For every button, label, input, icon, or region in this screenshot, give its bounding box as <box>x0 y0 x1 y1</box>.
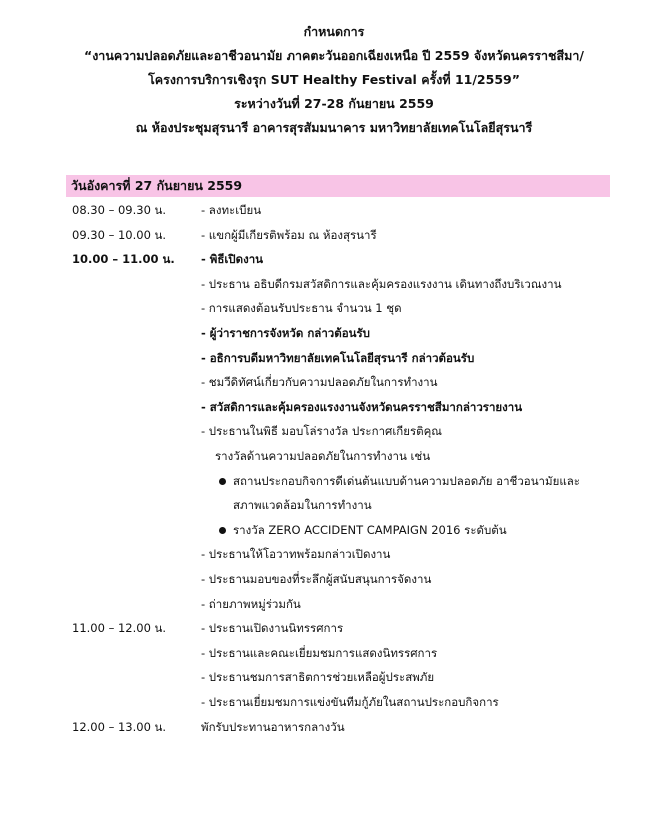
bullet-dot-icon <box>219 527 226 534</box>
agenda-row <box>0 542 668 566</box>
agenda-row <box>0 518 668 542</box>
agenda-item: - ประธานในพิธี มอบโล่รางวัล ประกาศเกียรติคุณ <box>201 424 442 439</box>
agenda-row <box>0 247 668 271</box>
agenda-row <box>0 346 668 370</box>
agenda-row <box>0 493 668 517</box>
header-dates: ระหว่างวันที่ 27-28 กันยายน 2559 <box>234 96 434 111</box>
header-event-name-line1: “งานความปลอดภัยและอาชีวอนามัย ภาคตะวันออกเฉียงเหนือ ปี 2559 จังหวัดนครราชสีมา/ <box>83 48 584 63</box>
agenda-row <box>0 592 668 616</box>
agenda-item: - ลงทะเบียน <box>201 203 262 217</box>
agenda-row <box>0 715 668 739</box>
agenda-row <box>0 641 668 665</box>
agenda-item: - ประธานและคณะเยี่ยมชมการแสดงนิทรรศการ <box>201 645 438 660</box>
agenda-item: - ประธานมอบของที่ระลึกผู้สนับสนุนการจัดงาน <box>201 572 432 586</box>
agenda-row <box>0 321 668 345</box>
agenda-item: - แขกผู้มีเกียรติพร้อม ณ ห้องสุรนารี <box>201 227 377 242</box>
agenda-row <box>0 223 668 247</box>
header-title: กำหนดการ <box>303 24 365 39</box>
agenda-item: - สวัสดิการและคุ้มครองแรงงานจังหวัดนครราชสีมากล่าวรายงาน <box>201 399 523 414</box>
agenda-item: - ผู้ว่าราชการจังหวัด กล่าวต้อนรับ <box>201 326 370 340</box>
agenda-row <box>0 395 668 419</box>
agenda-item: - การแสดงต้อนรับประธาน จำนวน 1 ชุด <box>201 301 402 316</box>
award-bullet-continuation: สภาพแวดล้อมในการทำงาน <box>233 498 372 513</box>
agenda-time: 09.30 – 10.00 น. <box>72 227 167 242</box>
agenda-row <box>0 616 668 640</box>
agenda-item: - ถ่ายภาพหมู่ร่วมกัน <box>201 596 301 611</box>
award-bullet-text: สถานประกอบกิจการดีเด่นต้นแบบด้านความปลอดภัย อาชีวอนามัยและ <box>233 473 580 488</box>
agenda-row <box>0 444 668 468</box>
award-bullet-text: รางวัล ZERO ACCIDENT CAMPAIGN 2016 ระดับต้น <box>233 522 507 537</box>
agenda-item: พักรับประทานอาหารกลางวัน <box>201 719 345 734</box>
agenda-row <box>0 690 668 714</box>
agenda-row <box>0 665 668 689</box>
agenda-item-continuation: รางวัลด้านความปลอดภัยในการทำงาน เช่น <box>215 449 431 463</box>
agenda-row <box>0 419 668 443</box>
agenda-row <box>0 296 668 320</box>
agenda-time: 10.00 – 11.00 น. <box>72 252 175 267</box>
bullet-dot-icon <box>219 478 226 485</box>
bullet-icon <box>219 518 226 542</box>
agenda-item: - ประธานเปิดงานนิทรรศการ <box>201 621 344 636</box>
agenda-row <box>0 198 668 222</box>
agenda-item: - ประธาน อธิบดีกรมสวัสดิการและคุ้มครองแรงงาน เดินทางถึงบริเวณงาน <box>201 276 562 291</box>
agenda-row <box>0 469 668 493</box>
agenda-row <box>0 370 668 394</box>
agenda-time: 08.30 – 09.30 น. <box>72 203 167 217</box>
agenda-item: - ชมวีดิทัศน์เกี่ยวกับความปลอดภัยในการทำงาน <box>201 375 438 390</box>
agenda-item: - ประธานให้โอวาทพร้อมกล่าวเปิดงาน <box>201 547 391 562</box>
agenda-time: 11.00 – 12.00 น. <box>72 621 167 636</box>
agenda-item: - ประธานชมการสาธิตการช่วยเหลือผู้ประสพภัย <box>201 670 435 685</box>
header-venue: ณ ห้องประชุมสุรนารี อาคารสุรสัมมนาคาร มหาวิทยาลัยเทคโนโลยีสุรนารี <box>135 120 533 135</box>
agenda-time: 12.00 – 13.00 น. <box>72 719 167 734</box>
agenda-item: - อธิการบดีมหาวิทยาลัยเทคโนโลยีสุรนารี กล่าวต้อนรับ <box>201 350 475 365</box>
bullet-icon <box>219 469 226 493</box>
agenda-row <box>0 567 668 591</box>
header-event-name-line2: โครงการบริการเชิงรุก SUT Healthy Festival ครั้งที่ 11/2559” <box>148 72 520 87</box>
day-heading: วันอังคารที่ 27 กันยายน 2559 <box>66 175 610 197</box>
agenda-item: - ประธานเยี่ยมชมการแข่งขันทีมกู้ภัยในสถานประกอบกิจการ <box>201 695 499 709</box>
agenda-item: - พิธีเปิดงาน <box>201 252 264 267</box>
agenda-row <box>0 272 668 296</box>
